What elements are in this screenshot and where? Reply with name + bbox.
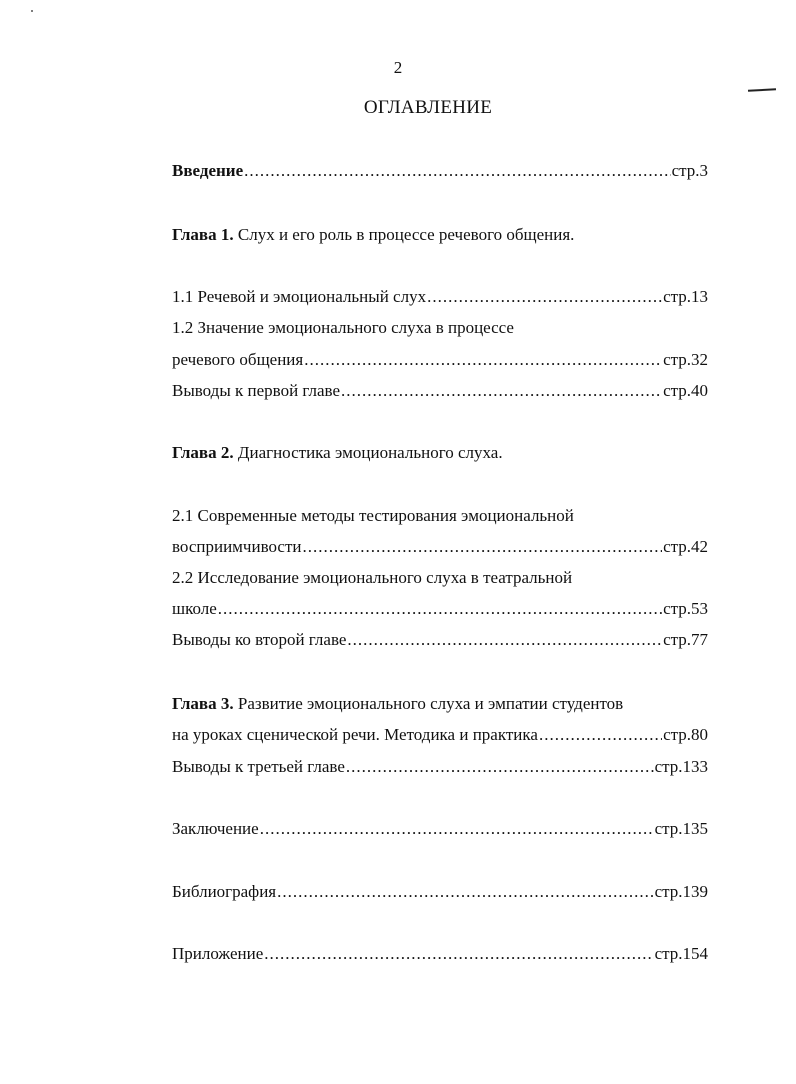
toc-entry-page: стр.77 <box>663 630 708 649</box>
toc-entry-2-2-line1: 2.2 Исследование эмоционального слуха в театральной <box>172 568 573 587</box>
toc-entry-intro <box>172 159 708 183</box>
toc-leader-dots <box>277 880 653 904</box>
chapter-title: Развитие эмоционального слуха и эмпатии студентов <box>233 694 624 713</box>
toc-entry-page: стр.133 <box>654 757 708 776</box>
toc-entry-page: стр.32 <box>663 350 708 369</box>
toc-leader-dots <box>346 755 654 779</box>
toc-entry-2-2 <box>172 597 708 621</box>
toc-entry-2-1 <box>172 535 708 559</box>
toc-leader-dots <box>539 723 662 747</box>
toc-entry-label: на уроках сценической речи. Методика и практика <box>172 725 538 744</box>
toc-entry-page: стр.135 <box>654 819 708 838</box>
toc-entry-1-conclusion <box>172 379 708 403</box>
toc-entry-label: восприимчивости <box>172 537 302 556</box>
toc-leader-dots <box>244 159 670 183</box>
chapter-title: Слух и его роль в процессе речевого общения. <box>233 225 575 244</box>
toc-entry-label: Выводы к третьей главе <box>172 757 345 776</box>
toc-leader-dots <box>341 379 662 403</box>
toc-chapter-1-heading <box>172 223 574 247</box>
chapter-prefix: Глава 1. <box>172 225 234 244</box>
toc-chapter-3-heading <box>172 692 623 716</box>
toc-entry-page: стр.3 <box>671 161 708 180</box>
toc-entry-page: стр.80 <box>663 725 708 744</box>
toc-entry-label: Выводы ко второй главе <box>172 630 347 649</box>
toc-entry-label: Заключение <box>172 819 259 838</box>
toc-leader-dots <box>218 597 662 621</box>
toc-entry-1-1 <box>172 285 708 309</box>
toc-leader-dots <box>260 817 654 841</box>
toc-entry-1-2 <box>172 348 708 372</box>
toc-entry-appendix <box>172 942 708 966</box>
toc-leader-dots <box>347 628 662 652</box>
toc-entry-label: Библиография <box>172 882 277 901</box>
toc-entry-label: речевого общения <box>172 350 304 369</box>
margin-pen-mark <box>748 88 776 91</box>
toc-entry-page: стр.154 <box>654 944 708 963</box>
toc-entry-label: Приложение <box>172 944 264 963</box>
toc-leader-dots <box>264 942 653 966</box>
toc-entry-page: стр.53 <box>663 599 708 618</box>
toc-entry-1-2-line1: 1.2 Значение эмоционального слуха в процессе <box>172 318 514 337</box>
chapter-title: Диагностика эмоционального слуха. <box>233 443 503 462</box>
toc-entry-label: 1.1 Речевой и эмоциональный слух <box>172 287 427 306</box>
toc-entry-page: стр.42 <box>663 537 708 556</box>
toc-entry-page: стр.139 <box>654 882 708 901</box>
toc-leader-dots <box>302 535 662 559</box>
toc-entry-page: стр.13 <box>663 287 708 306</box>
toc-entry-2-1-line1: 2.1 Современные методы тестирования эмоциональной <box>172 506 574 525</box>
toc-entry-label: Введение <box>172 161 244 180</box>
toc-entry-3-conclusion <box>172 755 708 779</box>
toc-entry-3-main <box>172 723 708 747</box>
toc-leader-dots <box>427 285 662 309</box>
chapter-prefix: Глава 3. <box>172 694 234 713</box>
toc-entry-2-conclusion <box>172 628 708 652</box>
toc-entry-label: школе <box>172 599 217 618</box>
toc-entry-page: стр.40 <box>663 381 708 400</box>
toc-entry-label: Выводы к первой главе <box>172 381 341 400</box>
toc-leader-dots <box>304 348 662 372</box>
toc-chapter-2-heading <box>172 441 503 465</box>
toc-entry-conclusion <box>172 817 708 841</box>
chapter-prefix: Глава 2. <box>172 443 234 462</box>
page-title: ОГЛАВЛЕНИЕ <box>363 97 493 118</box>
page-number: 2 <box>393 58 403 77</box>
scan-speck <box>31 10 33 12</box>
toc-entry-bibliography <box>172 880 708 904</box>
